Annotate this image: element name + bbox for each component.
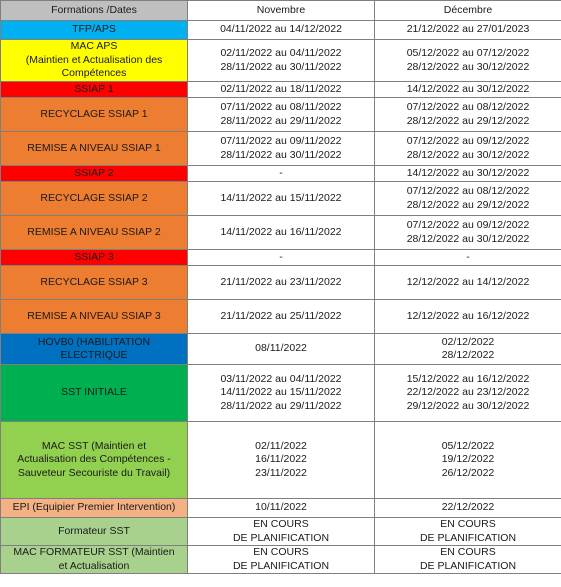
decembre-dates-cell: 05/12/2022 au 07/12/2022 28/12/2022 au 30/12/2022 (375, 40, 561, 82)
table-row (1, 300, 561, 334)
novembre-dates-cell: 14/11/2022 au 16/11/2022 (188, 216, 375, 250)
decembre-dates-cell: 07/12/2022 au 08/12/2022 28/12/2022 au 29/12/2022 (375, 98, 561, 132)
novembre-dates-cell: 21/11/2022 au 25/11/2022 (188, 300, 375, 334)
novembre-dates-cell: 02/11/2022 au 04/11/2022 28/11/2022 au 30/11/2022 (188, 40, 375, 82)
formation-cell: RECYCLAGE SSIAP 3 (1, 266, 188, 300)
formation-cell: Formateur SST (1, 518, 188, 546)
novembre-dates-cell: EN COURS DE PLANIFICATION (188, 518, 375, 546)
formation-cell: SST INITIALE (1, 365, 188, 422)
table-row (1, 40, 561, 82)
table-row (1, 499, 561, 518)
novembre-dates-cell: 21/11/2022 au 23/11/2022 (188, 266, 375, 300)
header-formations: Formations /Dates (1, 1, 188, 21)
decembre-dates-cell: 15/12/2022 au 16/12/2022 22/12/2022 au 23/12/2022 29/12/2022 au 30/12/2022 (375, 365, 561, 422)
table-row (1, 82, 561, 98)
formation-cell: SSIAP 3 (1, 250, 188, 266)
table-row (1, 266, 561, 300)
table-row (1, 98, 561, 132)
header-row (1, 1, 561, 21)
decembre-dates-cell: 07/12/2022 au 09/12/2022 28/12/2022 au 30/12/2022 (375, 132, 561, 166)
formation-cell: MAC FORMATEUR SST (Maintien et Actualisation (1, 546, 188, 574)
formation-cell: SSIAP 2 (1, 166, 188, 182)
decembre-dates-cell: 22/12/2022 (375, 499, 561, 518)
decembre-dates-cell: 12/12/2022 au 14/12/2022 (375, 266, 561, 300)
decembre-dates-cell: 07/12/2022 au 09/12/2022 28/12/2022 au 30/12/2022 (375, 216, 561, 250)
novembre-dates-cell: 14/11/2022 au 15/11/2022 (188, 182, 375, 216)
header-novembre: Novembre (188, 1, 375, 21)
decembre-dates-cell: 05/12/2022 19/12/2022 26/12/2022 (375, 422, 561, 499)
novembre-dates-cell: 08/11/2022 (188, 334, 375, 365)
novembre-dates-cell: EN COURS DE PLANIFICATION (188, 546, 375, 574)
novembre-dates-cell: - (188, 250, 375, 266)
decembre-dates-cell: 14/12/2022 au 30/12/2022 (375, 82, 561, 98)
table-row (1, 21, 561, 40)
table-row (1, 546, 561, 574)
table-row (1, 250, 561, 266)
formation-cell: RECYCLAGE SSIAP 2 (1, 182, 188, 216)
formation-cell: SSIAP 1 (1, 82, 188, 98)
decembre-dates-cell: 21/12/2022 au 27/01/2023 (375, 21, 561, 40)
decembre-dates-cell: 14/12/2022 au 30/12/2022 (375, 166, 561, 182)
novembre-dates-cell: 04/11/2022 au 14/12/2022 (188, 21, 375, 40)
decembre-dates-cell: 12/12/2022 au 16/12/2022 (375, 300, 561, 334)
table-row (1, 334, 561, 365)
novembre-dates-cell: - (188, 166, 375, 182)
decembre-dates-cell: EN COURS DE PLANIFICATION (375, 546, 561, 574)
formation-cell: MAC APS (Maintien et Actualisation des Compétences (1, 40, 188, 82)
table-row (1, 182, 561, 216)
formation-cell: REMISE A NIVEAU SSIAP 1 (1, 132, 188, 166)
formation-cell: HOVB0 (HABILITATION ELECTRIQUE (1, 334, 188, 365)
table-row (1, 216, 561, 250)
novembre-dates-cell: 02/11/2022 16/11/2022 23/11/2022 (188, 422, 375, 499)
decembre-dates-cell: 07/12/2022 au 08/12/2022 28/12/2022 au 29/12/2022 (375, 182, 561, 216)
formation-cell: REMISE A NIVEAU SSIAP 3 (1, 300, 188, 334)
formation-cell: TFP/APS (1, 21, 188, 40)
novembre-dates-cell: 10/11/2022 (188, 499, 375, 518)
table-body (1, 21, 561, 574)
table-row (1, 422, 561, 499)
novembre-dates-cell: 07/11/2022 au 08/11/2022 28/11/2022 au 29/11/2022 (188, 98, 375, 132)
decembre-dates-cell: EN COURS DE PLANIFICATION (375, 518, 561, 546)
table-row (1, 518, 561, 546)
decembre-dates-cell: - (375, 250, 561, 266)
formation-cell: EPI (Equipier Premier Intervention) (1, 499, 188, 518)
table-row (1, 132, 561, 166)
novembre-dates-cell: 03/11/2022 au 04/11/2022 14/11/2022 au 15/11/2022 28/11/2022 au 29/11/2022 (188, 365, 375, 422)
table-row (1, 166, 561, 182)
table-row (1, 365, 561, 422)
formation-cell: MAC SST (Maintien et Actualisation des Compétences - Sauveteur Secouriste du Travail) (1, 422, 188, 499)
header-decembre: Décembre (375, 1, 561, 21)
novembre-dates-cell: 07/11/2022 au 09/11/2022 28/11/2022 au 30/11/2022 (188, 132, 375, 166)
decembre-dates-cell: 02/12/2022 28/12/2022 (375, 334, 561, 365)
novembre-dates-cell: 02/11/2022 au 18/11/2022 (188, 82, 375, 98)
formation-cell: REMISE A NIVEAU SSIAP 2 (1, 216, 188, 250)
formation-cell: RECYCLAGE SSIAP 1 (1, 98, 188, 132)
